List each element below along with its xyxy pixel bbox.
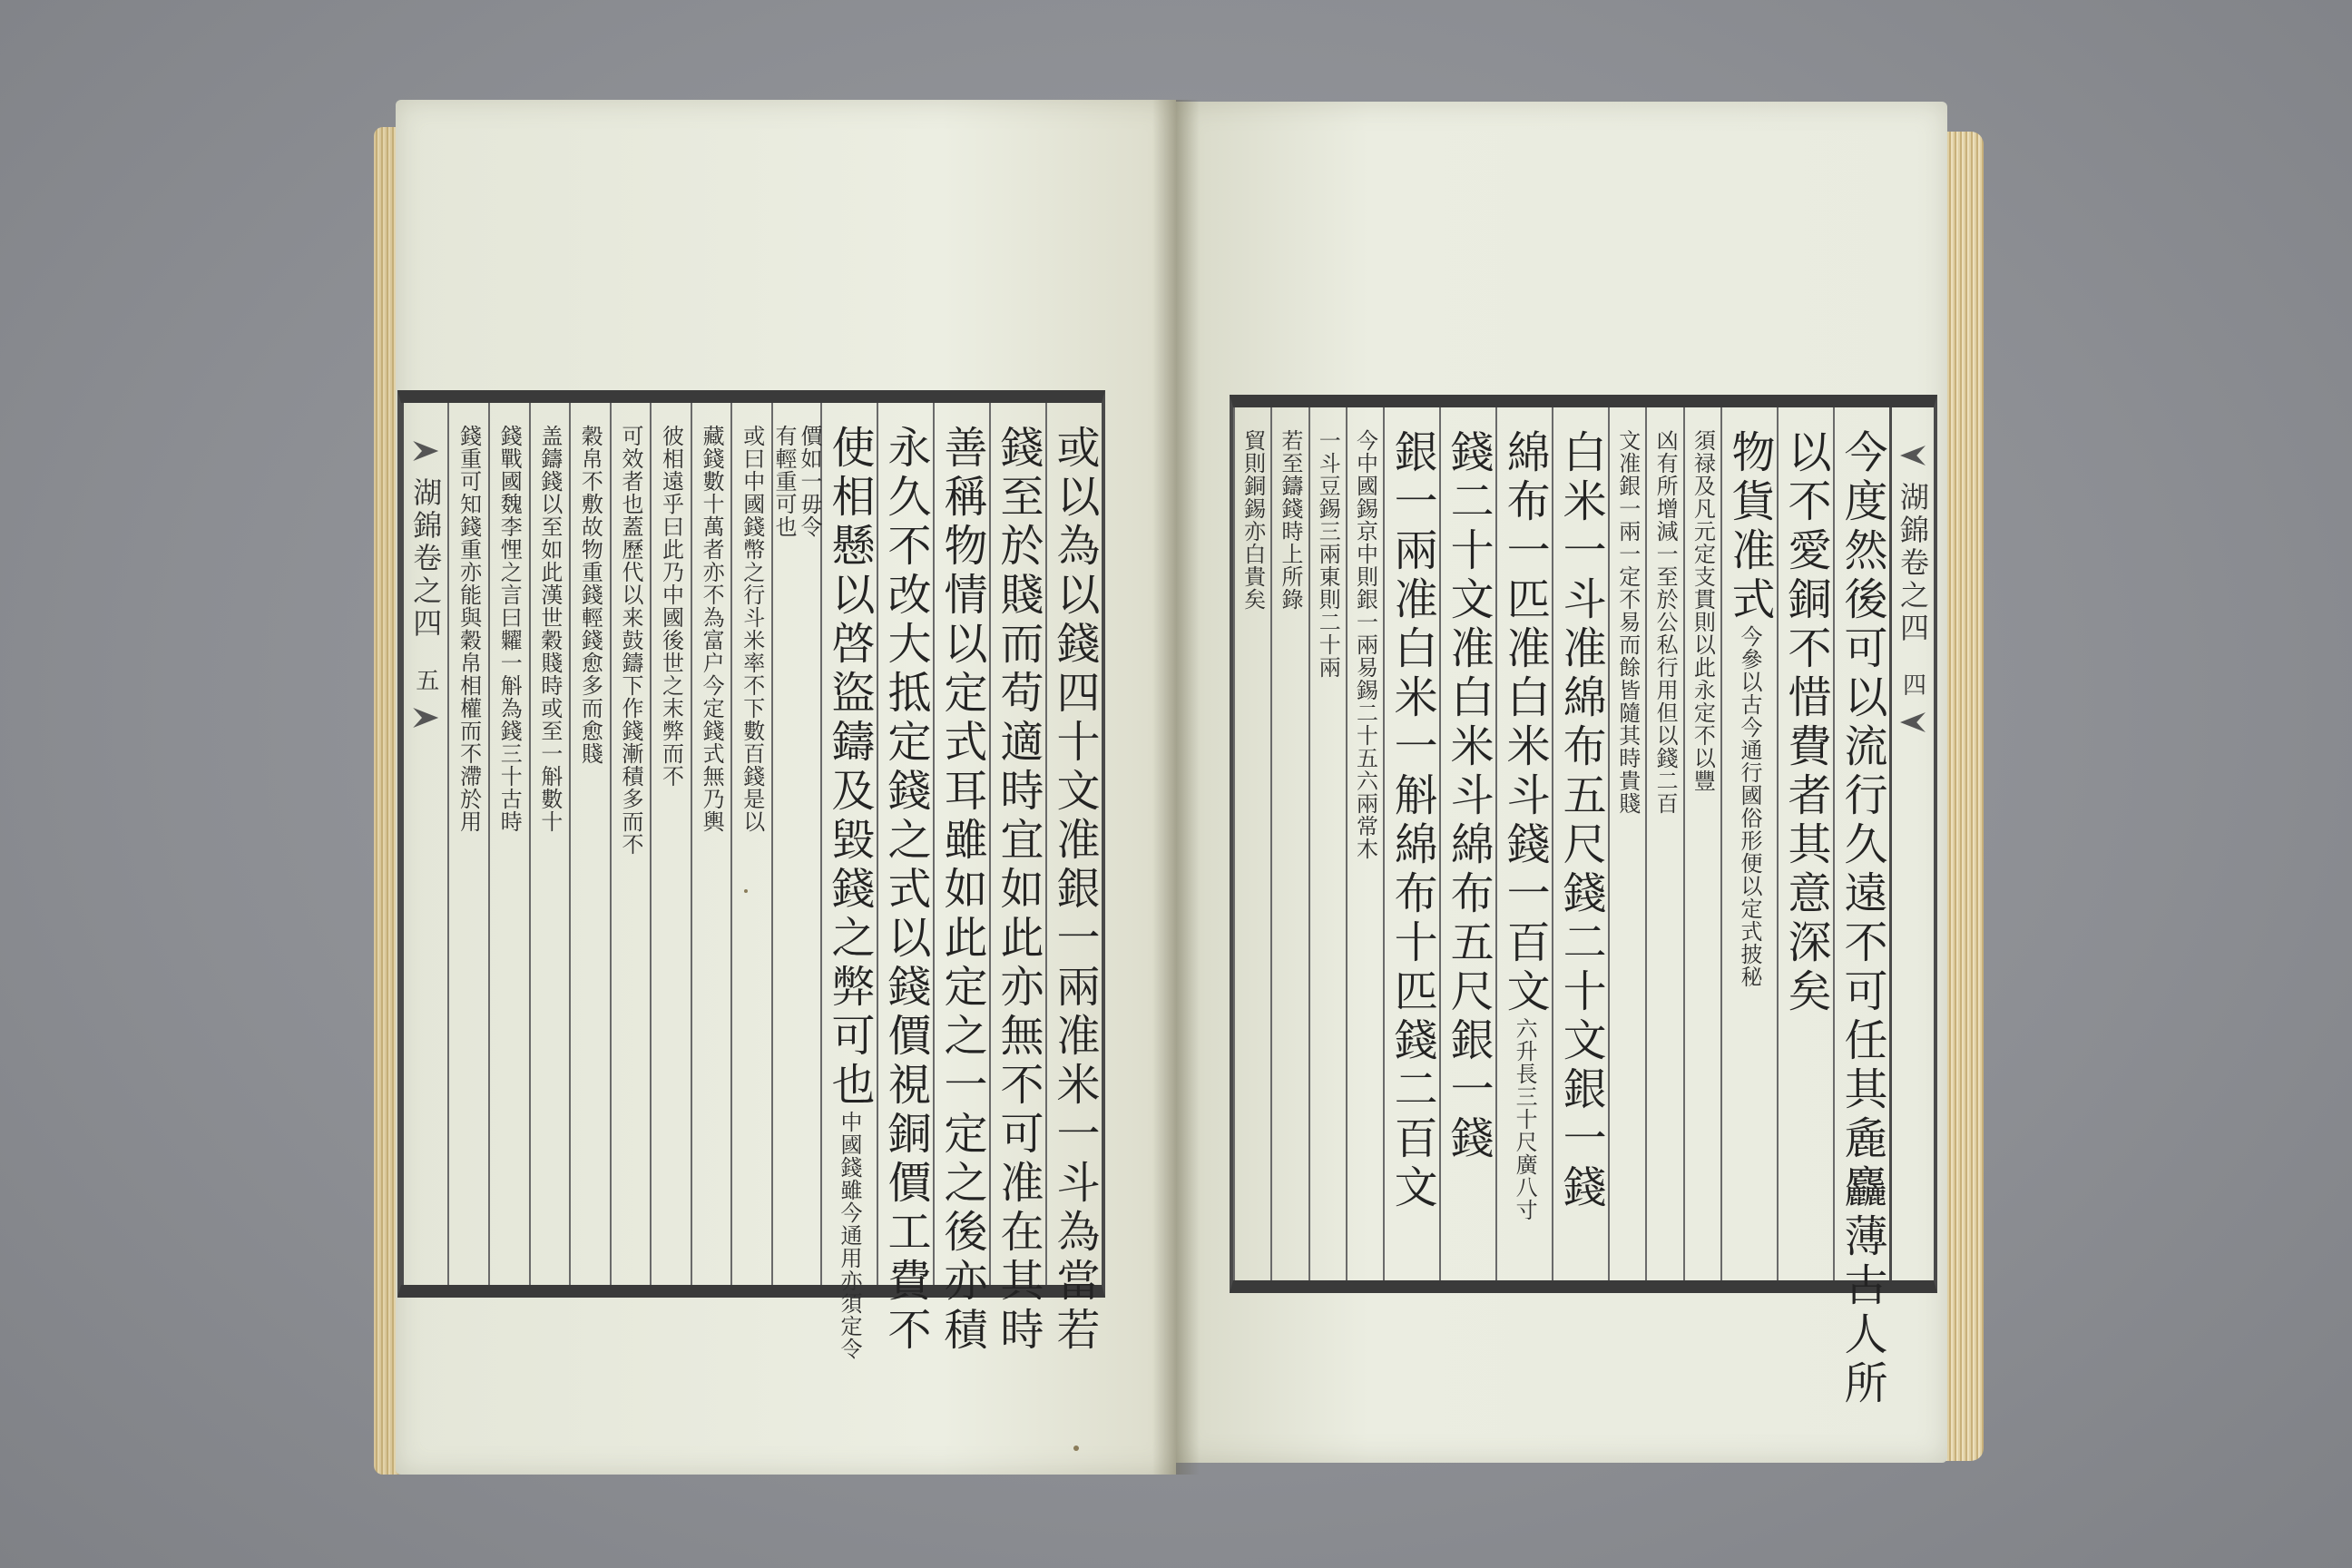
left-main-text-4: 永久不改大抵定錢之式以錢價視銅價工費不 (880, 425, 931, 1356)
left-note-column-5 (610, 403, 651, 1285)
right-note-column-1 (1683, 407, 1720, 1280)
book-gutter (1152, 100, 1200, 1475)
right-columns (1233, 407, 1934, 1409)
right-note-1: 今參以古今通行國俗形便以定式披秘 (1737, 625, 1762, 988)
right-note-9: 貿則銅錫亦白貴矣 (1240, 429, 1266, 611)
right-main-text-3: 物貨准式 (1724, 429, 1775, 625)
right-main-text-5: 綿布一匹准白米斗錢一百文 (1499, 429, 1551, 1017)
left-inline-note-pair (838, 1111, 861, 1360)
left-runner-title: 湖錦卷之四 (408, 477, 444, 641)
right-note-2: 須禄及凡元定支貫則以此永定不以豐 (1690, 429, 1716, 792)
right-main-column-6 (1439, 407, 1495, 1280)
right-note-3: 凶有所增減一至於公私行用但以錢二百 (1652, 429, 1679, 815)
left-main-text-5: 使相懸以啓盜鑄及毀錢之弊可也 (824, 425, 875, 1111)
lower-fishtail-mark (413, 708, 438, 728)
left-note-9: 盖鑄錢以至如此漢世穀賤時或至一斛數十 (536, 425, 563, 833)
right-note-6: 今中國錫京中則銀一兩易錫二十五六兩常木 (1352, 429, 1378, 860)
left-note-column-9 (447, 403, 488, 1285)
left-main-text-2: 錢至於賤而苟適時宜如此亦無不可准在其時 (993, 425, 1044, 1356)
left-main-column-2 (989, 403, 1045, 1356)
right-note-column-6 (1270, 407, 1308, 1280)
left-note-column-2 (730, 403, 771, 1285)
left-note-5: 藏錢數十萬者亦不為富户今定錢式無乃輿 (699, 425, 725, 833)
left-main-text-1: 或以為以錢四十文准銀一兩准米一斗為當若 (1049, 425, 1100, 1356)
left-main-column-4 (877, 403, 933, 1356)
left-note-column-8 (488, 403, 529, 1285)
left-note-4: 或曰中國錢幣之行斗米率不下數百錢是以 (739, 425, 765, 833)
right-center-column (1889, 407, 1934, 1280)
left-note-10: 錢戰國魏李悝之言曰糶一斛為錢三十古時 (496, 425, 523, 833)
left-main-column-5 (820, 403, 877, 1360)
right-note-column-7 (1233, 407, 1270, 1280)
left-print-frame (397, 390, 1105, 1360)
right-note-4: 文准銀一兩一定不易而餘皆隨其時貴賤 (1614, 429, 1641, 815)
left-note-8: 穀帛不敷故物重錢輕錢愈多而愈賤 (577, 425, 603, 765)
right-main-text-4: 白米一斗准綿布五尺錢二十文銀一錢 (1555, 429, 1607, 1213)
left-note-11: 錢重可知錢重亦能與穀帛相權而不滯於用 (456, 425, 482, 833)
right-main-column-3 (1720, 407, 1777, 1280)
right-main-column-4 (1552, 407, 1608, 1280)
left-note-7: 可效者也蓋歷代以来鼓鑄下作錢漸積多而不 (617, 425, 643, 856)
left-note-2: 價如一毋令 (797, 425, 822, 538)
right-note-column-3 (1608, 407, 1645, 1280)
upper-fishtail-mark-right (1900, 446, 1926, 466)
right-main-column-7 (1383, 407, 1439, 1280)
paper-speck (744, 889, 748, 893)
upper-fishtail-mark (413, 441, 438, 461)
left-note-column-1 (771, 403, 820, 1285)
right-note-column-2 (1645, 407, 1682, 1280)
right-note-column-5 (1308, 407, 1346, 1280)
lower-fishtail-mark-right (1900, 712, 1926, 732)
paper-speck (1073, 1446, 1079, 1451)
left-note-pair-1 (772, 425, 821, 538)
right-runner-title: 湖錦卷之四 (1896, 482, 1930, 645)
right-note-5: 六升長三十尺廣八寸 (1512, 1017, 1538, 1221)
right-main-text-7: 銀一兩准白米一斛綿布十匹錢二百文 (1387, 429, 1438, 1213)
left-note-3: 有輕重可也 (771, 425, 797, 538)
left-page-number: 五 (411, 668, 439, 691)
left-main-column-1 (1045, 403, 1102, 1356)
right-main-column-5 (1495, 407, 1552, 1280)
right-note-column-4 (1346, 407, 1383, 1280)
right-main-column-2 (1777, 407, 1833, 1280)
left-note-column-3 (691, 403, 731, 1285)
left-note-column-6 (569, 403, 610, 1285)
left-main-text-3: 善稱物情以定式耳雖如此定之一定之後亦積 (936, 425, 987, 1356)
left-note-6: 彼相遠乎曰此乃中國後世之末弊而不 (658, 425, 684, 788)
left-note-1: 中國錢雖今通用亦須定令 (837, 1111, 862, 1360)
right-main-text-1: 今度然後可以流行久遠不可任其麁麤薄古人所 (1837, 429, 1887, 1409)
left-center-column (401, 403, 447, 1285)
left-note-column-7 (529, 403, 570, 1285)
right-main-column-1 (1833, 407, 1889, 1409)
right-print-frame (1230, 395, 1937, 1409)
left-note-column-4 (650, 403, 691, 1285)
left-columns (401, 403, 1102, 1360)
right-note-7: 一斗豆錫三兩東則二十兩 (1315, 429, 1341, 679)
right-note-8: 若至鑄錢時上所錄 (1277, 429, 1303, 611)
right-page-edges (1942, 132, 1984, 1461)
right-main-text-2: 以不愛銅不惜費者其意深矣 (1780, 429, 1831, 1017)
right-page-number: 四 (1898, 672, 1926, 696)
right-main-text-6: 錢二十文准白米斗綿布五尺銀一錢 (1443, 429, 1494, 1164)
left-main-column-3 (933, 403, 989, 1356)
